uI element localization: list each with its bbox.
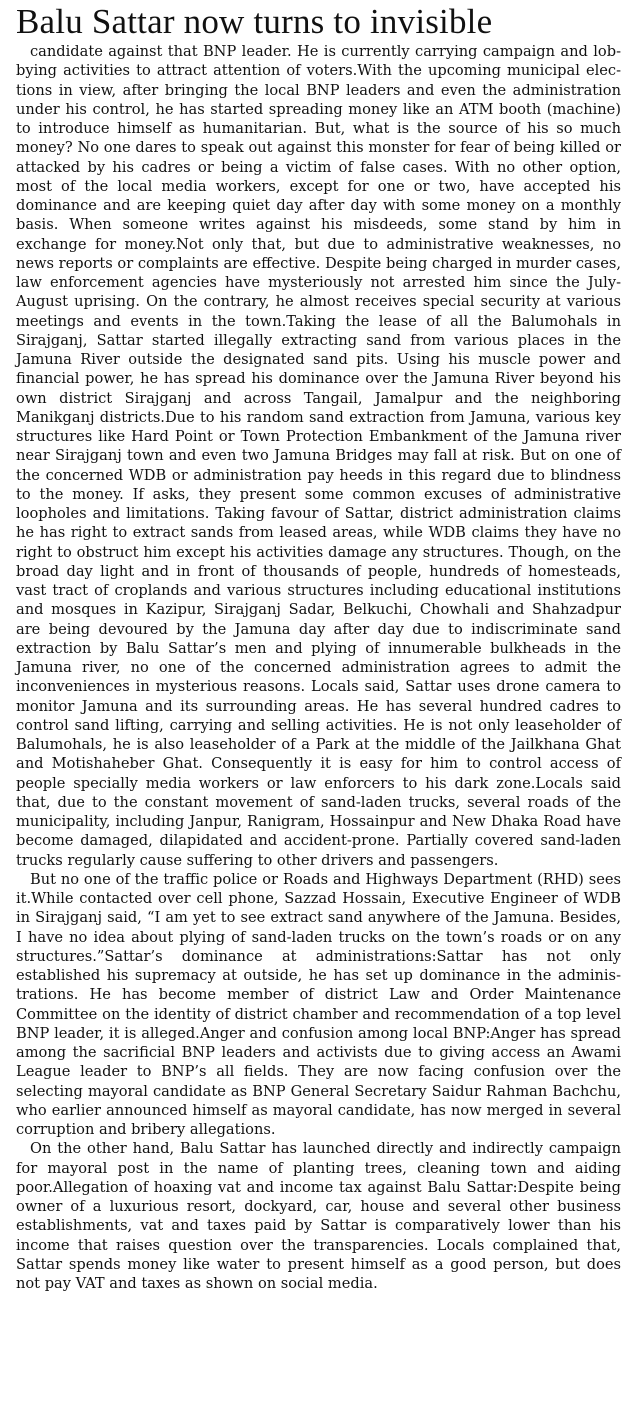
article-body (16, 42, 621, 1293)
article-paragraph-3: On the other hand, Balu Sattar has launched directly and indirectly campaign for mayoral post in the name of planting trees, cleaning town and aiding poor.Allegation of hoaxing vat and income tax against Balu Sattar:Despite being owner of a luxurious resort, dockyard, car, house and several other business establishments, vat and taxes paid by Sattar is comparatively lower than his income that raises question over the transparencies. Locals complained that, Sattar spends money like water to present himself as a good person, but does not pay VAT and taxes as shown on social media. (16, 1140, 621, 1292)
article-paragraph-1: candidate against that BNP leader. He is currently carrying campaign and lobbying activities to attract attention of voters.With the upcoming municipal elections in view, after bringing the local BNP leaders and even the administration under his control, he has started spreading money like an ATM booth (machine) to introduce himself as humanitarian. But, what is the source of his so much money? No one dares to speak out against this monster for fear of being killed or attacked by his cadres or being a victim of false cases. With no other option, most of the local media workers, except for one or two, have accepted his dominance and are keeping quiet day after day with some money on a monthly basis. When someone writes against his misdeeds, some stand by him in exchange for money.Not only that, but due to administrative weaknesses, no news reports or complaints are effective. Despite being charged in murder cases, law enforcement agencies have mysteriously not arrested him since the July-August uprising. On the contrary, he almost receives special security at various meetings and events in the town.Taking the lease of all the Balumohals in Sirajganj, Sattar started illegally extracting sand from various places in the Jamuna River outside the designated sand pits. Using his muscle power and financial power, he has spread his dominance over the Jamuna River beyond his own district Sirajganj and across Tangail, Jamalpur and the neighboring Manikganj districts.Due to his random sand extraction from Jamuna, various key structures like Hard Point or Town Protection Embankment of the Jamuna river near Sirajganj town and even two Jamuna Bridges may fall at risk. But on one of the concerned WDB or administration pay heeds in this regard due to blindness to the money. If asks, they present some common excuses of administrative loopholes and limitations. Taking favour of Sattar, district administration claims he has right to extract sands from leased areas, while WDB claims they have no right to obstruct him except his activities damage any structures. Though, on the broad day light and in front of thousands of people, hundreds of homesteads, vast tract of croplands and various structures including educational institutions and mosques in Kazipur, Sirajganj Sadar, Belkuchi, Chowhali and Shahzadpur are being devoured by the Jamuna day after day due to indiscriminate sand extraction by Balu Sattar’s men and plying of innumerable bulkheads in the Jamuna river, no one of the concerned administration agrees to admit the inconveniences in mysterious reasons. Locals said, Sattar uses drone camera to monitor Jamuna and its surrounding areas. He has several hundred cadres to control sand lifting, carrying and selling activities. He is not only leaseholder of Balumohals, he is also leaseholder of a Park at the middle of the Jailkhana Ghat and Motishaheber Ghat. Consequently it is easy for him to control access of people specially media workers or law enforcers to his dark zone.Locals said that, due to the constant movement of sand-laden trucks, several roads of the municipality, including Janpur, Ranigram, Hossainpur and New Dhaka Road have become damaged, dilapidated and accident-prone. Partially covered sand-laden trucks regularly cause suffering to other drivers and passengers. (16, 43, 621, 869)
article-headline: Balu Sattar now turns to invisible (16, 2, 493, 41)
article-paragraph-2: But no one of the traffic police or Roads and Highways Department (RHD) sees it.While contacted over cell phone, Sazzad Hossain, Executive Engineer of WDB in Sirajganj said, “I am yet to see extract sand anywhere of the Jamuna. Besides, I have no idea about plying of sand-laden trucks on the town’s roads or on any structures.”Sattar’s dominance at administrations:Sattar has not only established his supremacy at outside, he has set up dominance in the administrations. He has become member of district Law and Order Maintenance Committee on the identity of district chamber and recommendation of a top level BNP leader, it is alleged.Anger and confusion among local BNP:Anger has spread among the sacrificial BNP leaders and activists due to giving access an Awami League leader to BNP’s all fields. They are now facing confusion over the selecting mayoral candidate as BNP General Secretary Saidur Rahman Bachchu, who earlier announced himself as mayoral candidate, has now merged in several corruption and bribery allegations. (16, 870, 621, 1138)
